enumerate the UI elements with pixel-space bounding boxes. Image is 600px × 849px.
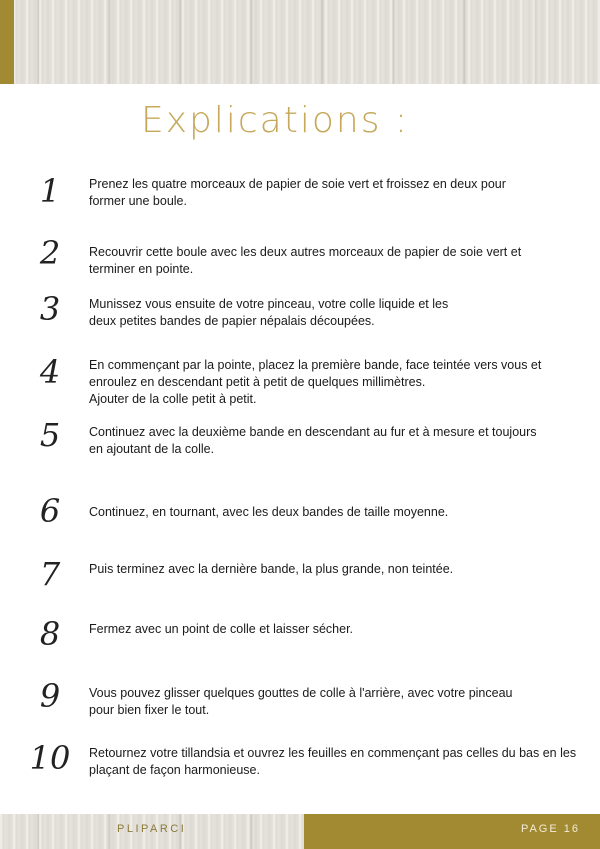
gold-accent-strip	[0, 0, 14, 84]
step-number: 2	[39, 234, 61, 272]
step-text	[89, 504, 579, 521]
page-title: Explications :	[140, 100, 410, 141]
step-text	[89, 685, 579, 719]
step-line: Ajouter de la colle petit à petit.	[89, 392, 257, 406]
step-text	[89, 561, 579, 578]
step-number: 5	[39, 416, 61, 454]
step-text	[89, 296, 579, 330]
step-number: 7	[39, 555, 61, 593]
step-line: enroulez en descendant petit à petit de quelques millimètres.	[89, 375, 426, 389]
step-number: 4	[39, 353, 61, 391]
step-line: Recouvrir cette boule avec les deux autres morceaux de papier de soie vert et	[89, 245, 522, 259]
step-number: 6	[39, 492, 61, 530]
step-text	[89, 745, 579, 779]
step-line: En commençant par la pointe, placez la première bande, face teintée vers vous et	[89, 358, 542, 372]
step-line: pour bien fixer le tout.	[89, 703, 210, 717]
step-text	[89, 621, 579, 638]
step-line: former une boule.	[89, 194, 187, 208]
step-text	[89, 176, 579, 210]
step-line: terminer en pointe.	[89, 262, 194, 276]
page-number: PAGE 16	[520, 823, 580, 835]
step-text	[89, 357, 579, 408]
step-line: plaçant de façon harmonieuse.	[89, 763, 260, 777]
step-line: Prenez les quatre morceaux de papier de soie vert et froissez en deux pour	[89, 177, 506, 191]
step-line: Continuez, en tournant, avec les deux bandes de taille moyenne.	[89, 505, 449, 519]
step-number: 9	[39, 677, 61, 715]
step-line: Munissez vous ensuite de votre pinceau, votre colle liquide et les	[89, 297, 449, 311]
step-line: Puis terminez avec la dernière bande, la plus grande, non teintée.	[89, 562, 454, 576]
step-number: 8	[39, 615, 61, 653]
step-line: Retournez votre tillandsia et ouvrez les feuilles en commençant pas celles du bas en les	[89, 746, 577, 760]
step-text	[89, 424, 579, 458]
step-line: en ajoutant de la colle.	[89, 442, 215, 456]
step-number: 3	[39, 290, 61, 328]
footer-brand: PLIPARCI	[117, 823, 187, 835]
step-line: Continuez avec la deuxième bande en descendant au fur et à mesure et toujours	[89, 425, 537, 439]
step-line: Fermez avec un point de colle et laisser sécher.	[89, 622, 354, 636]
step-text	[89, 244, 579, 278]
step-line: deux petites bandes de papier népalais découpées.	[89, 314, 375, 328]
wood-header-background	[0, 0, 600, 84]
page-content	[0, 84, 600, 814]
step-line: Vous pouvez glisser quelques gouttes de colle à l'arrière, avec votre pinceau	[89, 686, 513, 700]
step-number: 1	[39, 172, 61, 210]
step-number: 10	[29, 739, 71, 777]
